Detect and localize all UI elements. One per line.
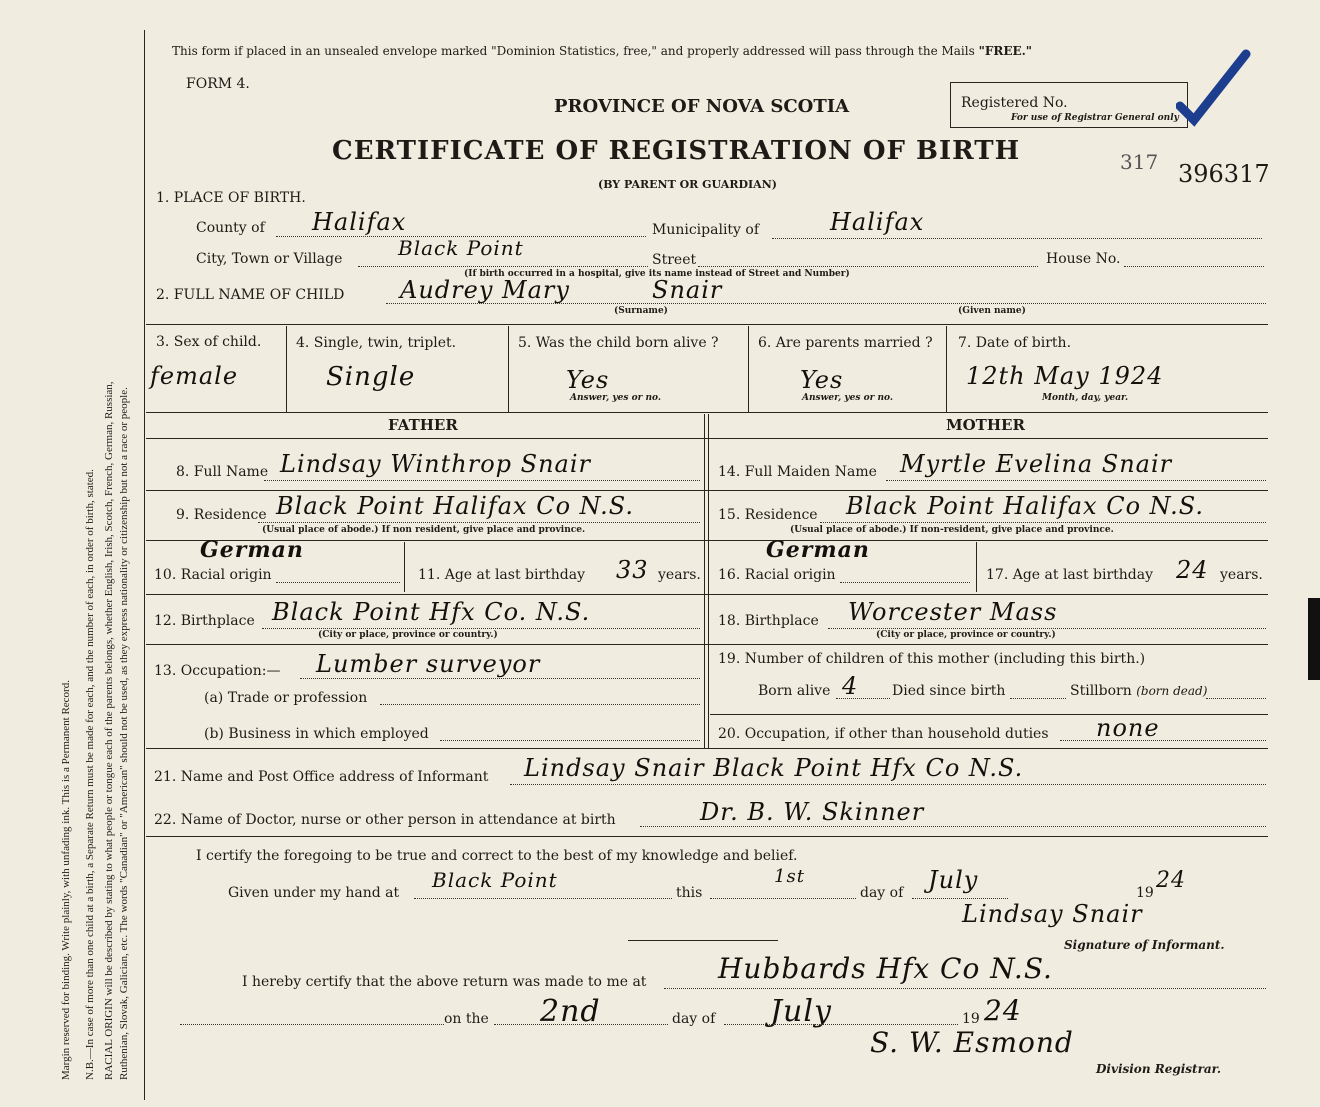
registrar-day-of-label: day of — [672, 1011, 716, 1027]
page-subtitle: (BY PARENT OR GUARDIAN) — [598, 178, 777, 191]
registrar-year-prefix: 19 — [962, 1011, 980, 1027]
margin-line-1: Margin reserved for binding. Write plainly, with unfading ink. This is a Permanent Record. — [60, 680, 72, 1080]
on-the-label: on the — [444, 1011, 489, 1027]
mother-birthplace-value: Worcester Mass — [848, 598, 1058, 626]
single-value: Single — [326, 362, 416, 392]
hospital-note: (If birth occurred in a hospital, give its name instead of Street and Number) — [464, 269, 850, 279]
mother-birthplace-note: (City or place, province or country.) — [876, 630, 1056, 640]
place-of-birth-label: 1. PLACE OF BIRTH. — [156, 190, 306, 206]
alive-value: Yes — [566, 366, 610, 394]
street-label: Street — [652, 252, 697, 268]
married-answer-note: Answer, yes or no. — [802, 393, 893, 403]
father-occupation-value: Lumber surveyor — [316, 650, 541, 678]
mother-years: years. — [1220, 567, 1263, 583]
county-label: County of — [196, 220, 265, 236]
registered-note: For use of Registrar General only — [1011, 113, 1179, 123]
margin-line-2: N.B.—In case of more than one child at a birth, a Separate Return must be made for each, and the number of each, in order of birth, stated. — [84, 469, 96, 1080]
father-years: years. — [658, 567, 701, 583]
registered-label: Registered No. — [961, 95, 1068, 111]
dob-label: 7. Date of birth. — [958, 335, 1072, 351]
registrar-line: I hereby certify that the above return was made to me at — [242, 974, 647, 990]
informant-value: Lindsay Snair Black Point Hfx Co N.S. — [524, 754, 1024, 782]
father-name-label: 8. Full Name — [176, 464, 269, 480]
mother-racial-value: German — [766, 537, 870, 563]
father-abode-note: (Usual place of abode.) If non resident, give place and province. — [262, 525, 586, 535]
given-label: Given under my hand at — [228, 885, 400, 901]
dob-note: Month, day, year. — [1042, 393, 1129, 403]
province-heading: PROVINCE OF NOVA SCOTIA — [554, 96, 850, 117]
mother-age-label: 17. Age at last birthday — [986, 567, 1154, 583]
city-label: City, Town or Village — [196, 251, 343, 267]
day-of-label: day of — [860, 885, 904, 901]
mother-racial-label: 16. Racial origin — [718, 567, 836, 583]
registrar-place-value: Hubbards Hfx Co N.S. — [718, 952, 1053, 985]
mother-heading: MOTHER — [946, 416, 1025, 434]
trade-label: (a) Trade or profession — [204, 690, 368, 706]
page-title: CERTIFICATE OF REGISTRATION OF BIRTH — [332, 136, 1021, 166]
registrar-year-suffix: 24 — [984, 994, 1022, 1027]
certify-day-value: 1st — [774, 866, 805, 887]
child-surname: Snair — [652, 276, 723, 304]
informant-signature: Lindsay Snair — [962, 900, 1143, 928]
margin-instructions — [0, 0, 145, 1107]
mother-name-value: Myrtle Evelina Snair — [900, 450, 1173, 478]
mother-children-label: 19. Number of children of this mother (including this birth.) — [718, 651, 1146, 667]
child-name-label: 2. FULL NAME OF CHILD — [156, 287, 345, 303]
father-residence-value: Black Point Halifax Co N.S. — [276, 492, 634, 520]
stamp-number: 396317 — [1178, 160, 1270, 188]
father-racial-label: 10. Racial origin — [154, 567, 272, 583]
informant-label: 21. Name and Post Office address of Informant — [154, 769, 489, 785]
binding-tab — [1308, 598, 1320, 680]
registrar-signature: S. W. Esmond — [870, 1026, 1074, 1059]
mother-birthplace-label: 18. Birthplace — [718, 613, 819, 629]
single-label: 4. Single, twin, triplet. — [296, 335, 457, 351]
mother-residence-label: 15. Residence — [718, 507, 818, 523]
given-place-value: Black Point — [432, 868, 558, 892]
father-heading: FATHER — [388, 416, 458, 434]
given-name-note: (Given name) — [958, 306, 1026, 316]
stamp-small: 317 — [1120, 150, 1159, 174]
registrar-label: Division Registrar. — [1096, 1062, 1222, 1076]
margin-rule — [144, 30, 145, 1100]
dob-value: 12th May 1924 — [966, 362, 1164, 390]
registrar-month-value: July — [770, 994, 832, 1029]
married-value: Yes — [800, 366, 844, 394]
certify-month-value: July — [928, 866, 979, 894]
house-label: House No. — [1046, 251, 1121, 267]
father-birthplace-note: (City or place, province or country.) — [318, 630, 498, 640]
mother-occupation-value: none — [1096, 714, 1160, 742]
alive-label: 5. Was the child born alive ? — [518, 335, 719, 351]
child-given-name: Audrey Mary — [400, 276, 570, 304]
stillborn-label: Stillborn (born dead) — [1070, 683, 1208, 699]
mother-name-label: 14. Full Maiden Name — [718, 464, 877, 480]
attendant-value: Dr. B. W. Skinner — [700, 798, 925, 826]
city-value: Black Point — [398, 236, 524, 260]
born-alive-value: 4 — [842, 672, 859, 700]
mother-residence-value: Black Point Halifax Co N.S. — [846, 492, 1204, 520]
check-mark-icon — [1176, 48, 1256, 128]
father-age-value: 33 — [616, 556, 649, 584]
mother-age-value: 24 — [1176, 556, 1209, 584]
father-name-value: Lindsay Winthrop Snair — [280, 450, 591, 478]
father-residence-label: 9. Residence — [176, 507, 267, 523]
business-label: (b) Business in which employed — [204, 726, 429, 742]
sex-value: female — [150, 362, 239, 390]
this-label: this — [676, 885, 703, 901]
registered-number-box — [950, 82, 1188, 128]
surname-note: (Surname) — [614, 306, 668, 316]
county-value: Halifax — [312, 208, 407, 236]
father-occupation-label: 13. Occupation:— — [154, 663, 281, 679]
attendant-label: 22. Name of Doctor, nurse or other person in attendance at birth — [154, 812, 616, 828]
mother-occupation-label: 20. Occupation, if other than household duties — [718, 726, 1049, 742]
municipality-label: Municipality of — [652, 222, 760, 238]
father-racial-value: German — [200, 537, 304, 563]
born-alive-label: Born alive — [758, 683, 831, 699]
margin-line-3: RACIAL ORIGIN will be described by stating to what people or tongue each of the parents belongs, whether English, Irish, Scotch, French, German, Russian, — [103, 381, 115, 1080]
father-birthplace-label: 12. Birthplace — [154, 613, 255, 629]
father-age-label: 11. Age at last birthday — [418, 567, 586, 583]
mother-abode-note: (Usual place of abode.) If non-resident, give place and province. — [790, 525, 1114, 535]
registrar-day-value: 2nd — [540, 994, 601, 1029]
sex-label: 3. Sex of child. — [156, 334, 262, 350]
died-label: Died since birth — [892, 683, 1006, 699]
married-label: 6. Are parents married ? — [758, 335, 933, 351]
certify-line: I certify the foregoing to be true and correct to the best of my knowledge and belief. — [196, 848, 798, 864]
margin-line-4: Ruthenian, Slovak, Galician, etc. The words "Canadian" or "American" should not be used, as they express nationality or citizenship but not a race or people. — [118, 387, 130, 1080]
certify-year-suffix: 24 — [1156, 868, 1186, 893]
father-birthplace-value: Black Point Hfx Co. N.S. — [272, 598, 591, 626]
alive-answer-note: Answer, yes or no. — [570, 393, 661, 403]
mail-notice: This form if placed in an unsealed envelope marked "Dominion Statistics, free," and properly addressed will pass through the Mails "FREE." — [172, 44, 1033, 58]
informant-signature-label: Signature of Informant. — [1064, 938, 1225, 952]
municipality-value: Halifax — [830, 208, 925, 236]
form-number: FORM 4. — [186, 76, 250, 92]
certify-year-prefix: 19 — [1136, 885, 1154, 901]
